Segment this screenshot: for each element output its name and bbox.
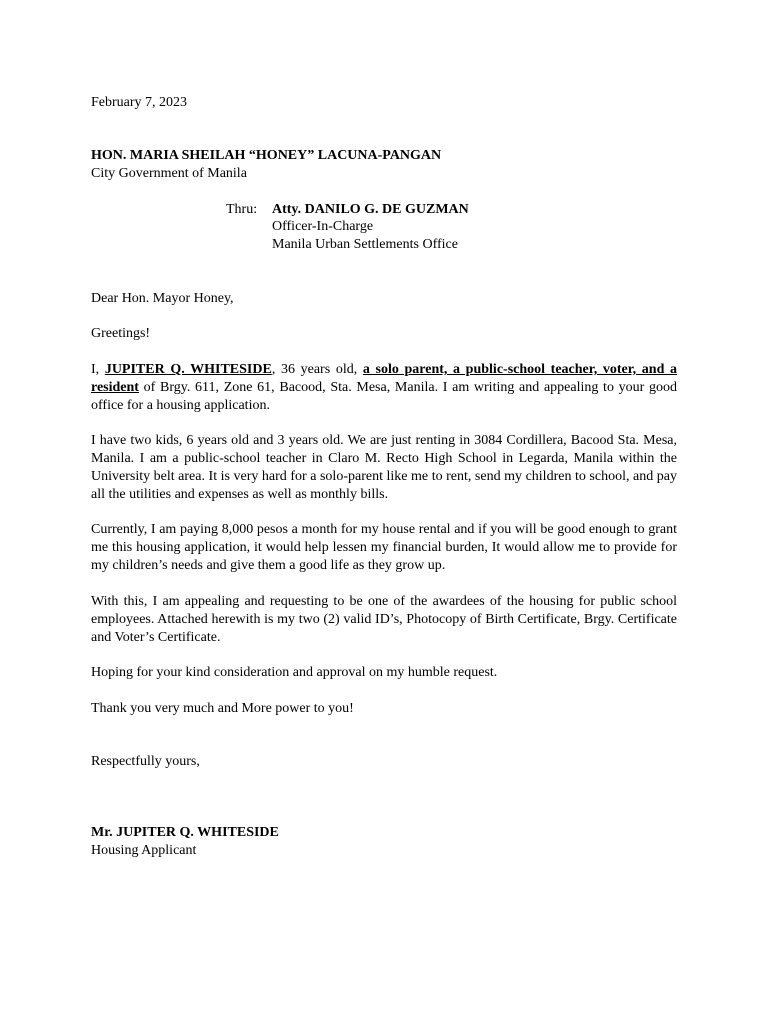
thru-label: Thru: [226, 202, 258, 217]
salutation: Dear Hon. Mayor Honey, [91, 291, 234, 306]
thru-office: Manila Urban Settlements Office [272, 237, 458, 252]
paragraph-hope: Hoping for your kind consideration and approval on my humble request. [91, 665, 498, 680]
intro-mid: , 36 years old, [271, 362, 363, 377]
paragraph-family: I have two kids, 6 years old and 3 years old. We are just renting in 3084 Cordillera, Bacood Sta. Mesa, Manila. I am a public-school teacher in Claro M. Recto High School in Legarda, Manila within the University belt area. It is very hard for a solo-parent like me to rent, send my children to school, and pay all the utilities and expenses as well as monthly bills. [91, 433, 677, 502]
thru-position: Officer-In-Charge [272, 219, 374, 234]
paragraph-request: With this, I am appealing and requesting to be one of the awardees of the housing for public school employees. Attached herewith is my two (2) valid ID’s, Photocopy of Birth Certificate, Brgy. Certificate and Voter’s Certificate. [91, 594, 677, 645]
recipient-name: HON. MARIA SHEILAH “HONEY” LACUNA-PANGAN [91, 148, 442, 163]
thru-name: Atty. DANILO G. DE GUZMAN [272, 202, 469, 217]
letter-date: February 7, 2023 [91, 95, 188, 110]
applicant-status: a solo parent, a public-school teacher, voter, and a resident [91, 362, 678, 395]
greeting: Greetings! [91, 326, 151, 341]
paragraph-thanks: Thank you very much and More power to you! [91, 701, 354, 716]
applicant-name-inline: JUPITER Q. WHITESIDE [104, 362, 272, 377]
signatory-title: Housing Applicant [91, 843, 197, 858]
intro-prefix: I, [91, 362, 105, 377]
recipient-office: City Government of Manila [91, 166, 247, 181]
intro-suffix: of Brgy. 611, Zone 61, Bacood, Sta. Mesa, Manila. I am writing and appealing to your good office for a housing application. [91, 380, 677, 413]
paragraph-introduction [91, 361, 677, 415]
closing: Respectfully yours, [91, 754, 200, 769]
signatory-name: Mr. JUPITER Q. WHITESIDE [91, 825, 279, 840]
paragraph-finances: Currently, I am paying 8,000 pesos a month for my house rental and if you will be good enough to grant me this housing application, it would help lessen my financial burden, It would allow me to provide for my children’s needs and give them a good life as they grow up. [91, 522, 677, 573]
